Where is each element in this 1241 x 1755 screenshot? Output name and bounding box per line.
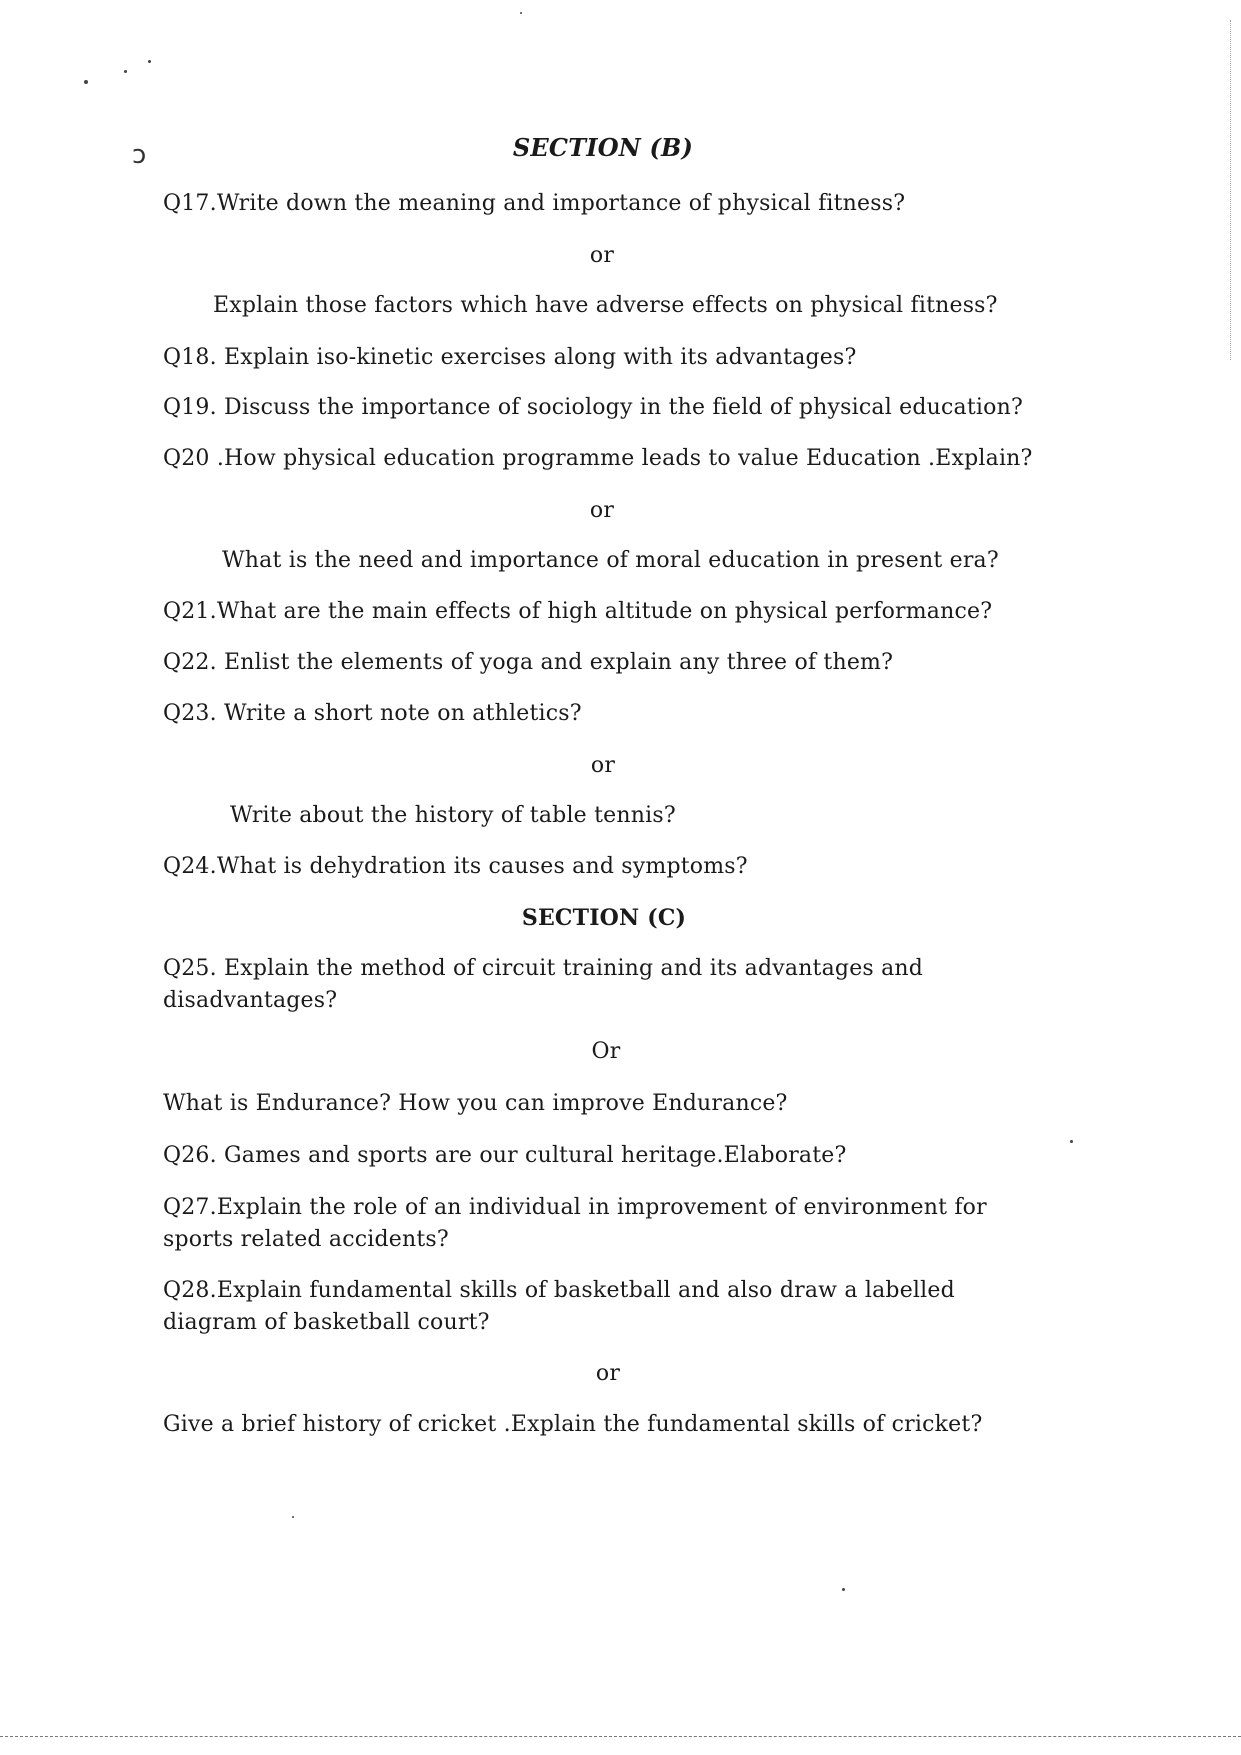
question-q20: Q20 .How physical education programme leads to value Education .Explain?	[163, 446, 1033, 471]
question-q20-alternative: What is the need and importance of moral education in present era?	[222, 548, 999, 573]
scan-speck	[124, 70, 127, 73]
scan-mark-glyph: ↄ	[132, 140, 147, 170]
scan-speck	[292, 1516, 294, 1518]
section-b-title: SECTION (B)	[512, 133, 694, 162]
section-c-title: SECTION (C)	[521, 905, 687, 931]
question-q21: Q21.What are the main effects of high altitude on physical performance?	[163, 599, 993, 624]
or-separator: or	[595, 1361, 621, 1386]
question-q28: Q28.Explain fundamental skills of basketball and also draw a labelled diagram of basketball court?	[163, 1278, 955, 1335]
scan-speck	[520, 12, 522, 14]
question-q28-alternative: Give a brief history of cricket .Explain the fundamental skills of cricket?	[163, 1412, 983, 1437]
question-q26: Q26. Games and sports are our cultural heritage.Elaborate?	[163, 1143, 847, 1168]
question-q18: Q18. Explain iso-kinetic exercises along with its advantages?	[163, 345, 857, 370]
question-q25-alternative: What is Endurance? How you can improve Endurance?	[163, 1091, 788, 1116]
scan-edge-dots	[1230, 20, 1231, 360]
question-q24: Q24.What is dehydration its causes and symptoms?	[163, 854, 748, 879]
question-q19: Q19. Discuss the importance of sociology in the field of physical education?	[163, 395, 1023, 420]
scan-speck	[1070, 1140, 1073, 1143]
page-bottom-rule	[0, 1736, 1241, 1737]
or-separator: or	[589, 243, 615, 268]
scan-speck	[842, 1588, 845, 1591]
scan-speck	[148, 60, 151, 63]
or-separator: or	[590, 753, 616, 778]
question-q23: Q23. Write a short note on athletics?	[163, 701, 582, 726]
question-q23-alternative: Write about the history of table tennis?	[230, 803, 676, 828]
or-separator: Or	[591, 1039, 621, 1064]
question-q25: Q25. Explain the method of circuit training and its advantages and disadvantages?	[163, 956, 924, 1013]
question-q17-alternative: Explain those factors which have adverse effects on physical fitness?	[213, 293, 998, 318]
or-separator: or	[589, 498, 615, 523]
question-q27: Q27.Explain the role of an individual in improvement of environment for sports related accidents?	[163, 1195, 987, 1252]
question-q17: Q17.Write down the meaning and importance of physical fitness?	[163, 191, 906, 216]
scan-speck	[84, 80, 88, 84]
question-q22: Q22. Enlist the elements of yoga and explain any three of them?	[163, 650, 894, 675]
